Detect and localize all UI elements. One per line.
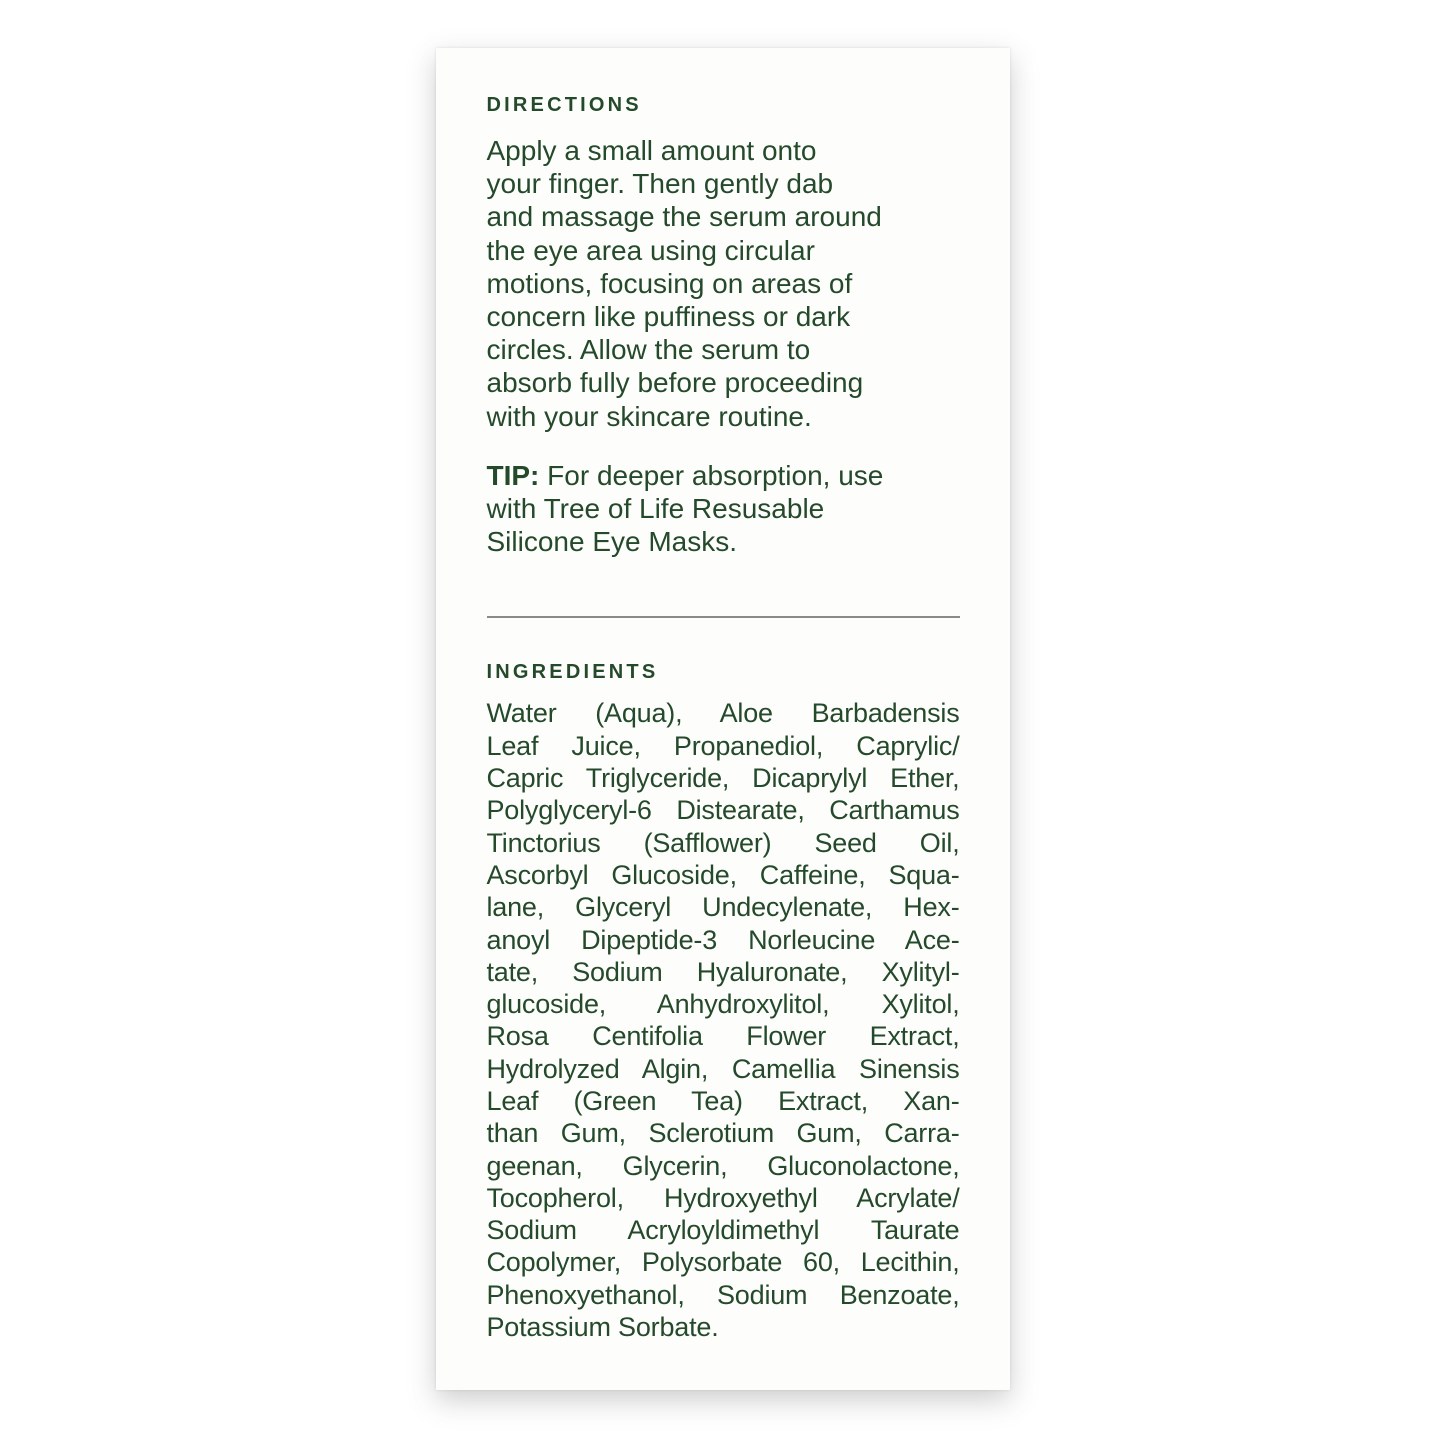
text-line: tate, Sodium Hyaluronate, Xylityl- xyxy=(486,956,960,987)
ingredients-text xyxy=(487,697,960,1343)
text-line: anoyl Dipeptide-3 Norleucine Ace- xyxy=(486,924,960,955)
text-line: Tinctorius (Safflower) Seed Oil, xyxy=(486,827,960,858)
text-line: Polyglyceryl-6 Distearate, Carthamus xyxy=(486,795,960,826)
text-line: concern like puffiness or dark xyxy=(486,301,851,333)
text-line: Leaf Juice, Propanediol, Caprylic/ xyxy=(486,730,960,761)
text-line: Silicone Eye Masks. xyxy=(486,526,738,558)
text-line: Phenoxyethanol, Sodium Benzoate, xyxy=(486,1279,960,1310)
text-line: than Gum, Sclerotium Gum, Carra- xyxy=(486,1118,960,1149)
text-line: Potassium Sorbate. xyxy=(486,1312,719,1343)
divider xyxy=(487,616,960,618)
text-line: geenan, Glycerin, Gluconolactone, xyxy=(486,1150,960,1181)
directions-heading: DIRECTIONS xyxy=(486,94,642,116)
tip-text xyxy=(487,492,960,558)
text-line: Rosa Centifolia Flower Extract, xyxy=(486,1021,960,1052)
text-line: glucoside, Anhydroxylitol, Xylitol, xyxy=(486,989,960,1020)
label-panel xyxy=(436,48,1010,1390)
tip-label: TIP: xyxy=(486,459,540,491)
tip-paragraph xyxy=(487,459,960,559)
text-line: Apply a small amount onto xyxy=(486,135,817,166)
directions-text xyxy=(487,134,960,433)
text-line: Leaf (Green Tea) Extract, Xan- xyxy=(486,1086,960,1116)
text-line: motions, focusing on areas of xyxy=(486,267,853,299)
tip-first-line xyxy=(487,459,960,492)
text-line: absorb fully before proceeding xyxy=(486,367,864,399)
text-line: with your skincare routine. xyxy=(486,400,812,432)
text-line: circles. Allow the serum to xyxy=(486,334,811,366)
text-line: Ascorbyl Glucoside, Caffeine, Squa- xyxy=(486,859,960,890)
text-line: Tocopherol, Hydroxyethyl Acrylate/ xyxy=(486,1182,960,1213)
text-line: Water (Aqua), Aloe Barbadensis xyxy=(486,698,960,729)
text-line: the eye area using circular xyxy=(486,234,815,266)
text-line: your finger. Then gently dab xyxy=(486,168,834,200)
ingredients-heading: INGREDIENTS xyxy=(486,661,659,684)
text-line: Hydrolyzed Algin, Camellia Sinensis xyxy=(486,1053,960,1084)
text-line: with Tree of Life Resusable xyxy=(486,493,825,525)
tip-first-line-rest: For deeper absorption, use xyxy=(539,459,884,491)
text-line: Sodium Acryloyldimethyl Taurate xyxy=(486,1215,960,1246)
text-line: Copolymer, Polysorbate 60, Lecithin, xyxy=(486,1247,960,1278)
text-line: Capric Triglyceride, Dicaprylyl Ether, xyxy=(486,763,960,794)
text-line: lane, Glyceryl Undecylenate, Hex- xyxy=(486,892,960,923)
text-line: and massage the serum around xyxy=(486,201,882,233)
